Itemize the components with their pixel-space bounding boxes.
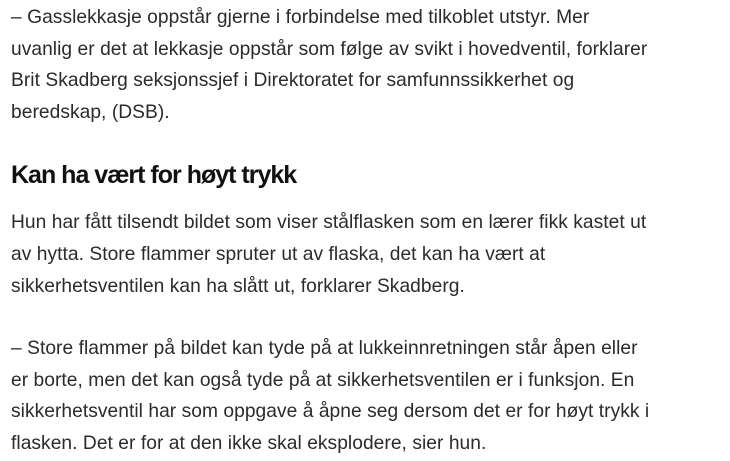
paragraph-line: – Store flammer på bildet kan tyde på at lukkeinnretningen står åpen eller xyxy=(11,338,638,360)
paragraph-line: Hun har fått tilsendt bildet som viser stålflasken som en lærer fikk kastet ut xyxy=(11,212,647,234)
paragraph-line: av hytta. Store flammer spruter ut av flaska, det kan ha vært at xyxy=(11,243,546,265)
paragraph-photo-description xyxy=(11,207,711,302)
paragraph-line: uvanlig er det at lekkasje oppstår som følge av svikt i hovedventil, forklarer xyxy=(11,38,648,60)
paragraph-line: beredskap, (DSB). xyxy=(11,101,170,123)
paragraph-line: – Gasslekkasje oppstår gjerne i forbindelse med tilkoblet utstyr. Mer xyxy=(11,7,590,28)
section-heading: Kan ha vært for høyt trykk xyxy=(11,161,297,190)
paragraph-dsb-quote xyxy=(11,2,711,128)
article-body xyxy=(11,0,711,460)
paragraph-line: sikkerhetsventil har som oppgave å åpne seg dersom det er for høyt trykk i xyxy=(11,401,650,423)
paragraph-line: flasken. Det er for at den ikke skal eksplodere, sier hun. xyxy=(11,432,487,454)
paragraph-line: sikkerhetsventilen kan ha slått ut, forklarer Skadberg. xyxy=(11,275,465,297)
paragraph-line: er borte, men det kan også tyde på at sikkerhetsventilen er i funksjon. En xyxy=(11,369,635,391)
paragraph-safety-valve-quote xyxy=(11,333,711,459)
paragraph-line: Brit Skadberg seksjonssjef i Direktoratet for samfunnssikkerhet og xyxy=(11,70,575,92)
